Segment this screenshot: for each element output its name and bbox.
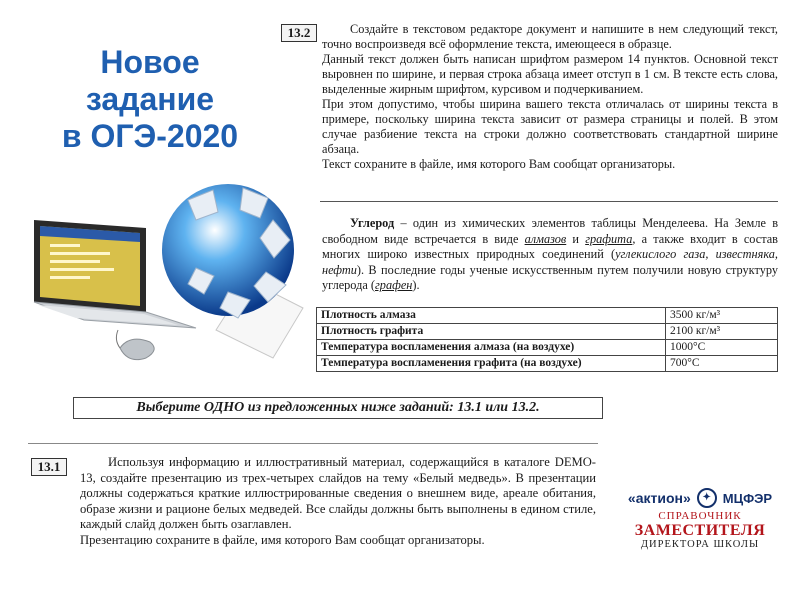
laptop-globe-illustration <box>28 180 310 370</box>
underlined-word-grafit: графита <box>585 231 633 246</box>
table-row <box>317 324 778 340</box>
headline-line-2: задание <box>85 81 215 117</box>
table-row <box>317 308 778 324</box>
mcfer-emblem-icon: ✦ <box>697 488 717 508</box>
divider <box>320 201 778 202</box>
headline-line-1: Новое <box>100 44 200 80</box>
underlined-word-almaz: алмазов <box>524 231 567 246</box>
task-13-2-number: 13.2 <box>281 24 317 42</box>
instruction-para-4: Текст сохраните в файле, имя которого Вам сообщат организаторы. <box>322 157 676 171</box>
table-cell-property: Температура воспламенения графита (на воздухе) <box>317 356 666 372</box>
instruction-para-1: Создайте в текстовом редакторе документ и напишите в нем следующий текст, точно воспроизведя всё оформление текста, имеющееся в образце. <box>322 22 778 51</box>
table-cell-property: Плотность графита <box>317 324 666 340</box>
italic-compounds: углекислого газа, известняка, нефти <box>322 247 778 277</box>
table-cell-value: 700°C <box>666 356 778 372</box>
sample-text: Углерод – один из химических элементов таблицы Менделеева. На Земле в свободном виде встречается в виде алмазов и графита, а также входит в состав многих широко известных природных соединений (углекислого газа, известняка, нефти). В последние годы ученые искусственным путем получили новую структуру углерода (графен). <box>322 216 778 292</box>
mcfer-logo: МЦФЭР <box>722 490 773 506</box>
headline <box>40 44 260 155</box>
aktion-logo: «актион» <box>627 490 691 506</box>
table-row <box>317 356 778 372</box>
underlined-word-grafen: графен <box>375 278 413 292</box>
table-cell-value: 1000°C <box>666 340 778 356</box>
task-13-1-para-1: Используя информацию и иллюстративный материал, содержащийся в каталоге DEMO-13, создайте презентацию из трех-четырех слайдов на тему «Белый медведь». В презентации должны содержаться краткие иллюстрированные сведения о внешнем виде, ареале обитания, образе жизни и рационе белых медведей. Все слайды должны быть выполнены в едином стиле, каждый слайд должен быть озаглавлен. <box>80 455 596 531</box>
properties-table <box>316 307 778 372</box>
task-13-1-text <box>80 455 596 548</box>
task-13-1-para-2: Презентацию сохраните в файле, имя которого Вам сообщат организаторы. <box>80 532 485 547</box>
separator-line <box>28 443 598 444</box>
mouse-icon <box>120 339 154 360</box>
table-cell-value: 3500 кг/м³ <box>666 308 778 324</box>
table-cell-property: Температура воспламенения алмаза (на воздухе) <box>317 340 666 356</box>
instruction-para-3: При этом допустимо, чтобы ширина вашего текста отличалась от ширины текста в примере, поскольку ширина текста зависит от размера страницы и полей. В этом случае разбиение текста на строки должно соответствовать стандартной ширине абзаца. <box>322 97 778 156</box>
task-13-2-instruction <box>322 22 778 172</box>
publisher-logos <box>610 488 790 550</box>
logo-zam: ЗАМЕСТИТЕЛЯ <box>634 522 766 539</box>
logo-dir: ДИРЕКТОРА ШКОЛЫ <box>640 539 760 550</box>
instruction-para-2: Данный текст должен быть написан шрифтом размером 14 пунктов. Основной текст выровнен по ширине, и первая строка абзаца имеет отступ в 1 см. В тексте есть слова, выделенные жирным шрифтом, курсивом и подчеркиванием. <box>322 52 778 96</box>
headline-line-3: в ОГЭ-2020 <box>61 118 239 154</box>
task-13-1-number: 13.1 <box>31 458 67 476</box>
logo-sprav: СПРАВОЧНИК <box>658 510 742 522</box>
sample-bold-word: Углерод <box>350 216 395 230</box>
table-cell-property: Плотность алмаза <box>317 308 666 324</box>
table-cell-value: 2100 кг/м³ <box>666 324 778 340</box>
table-row <box>317 340 778 356</box>
choose-one-banner: Выберите ОДНО из предложенных ниже заданий: 13.1 или 13.2. <box>73 397 603 419</box>
